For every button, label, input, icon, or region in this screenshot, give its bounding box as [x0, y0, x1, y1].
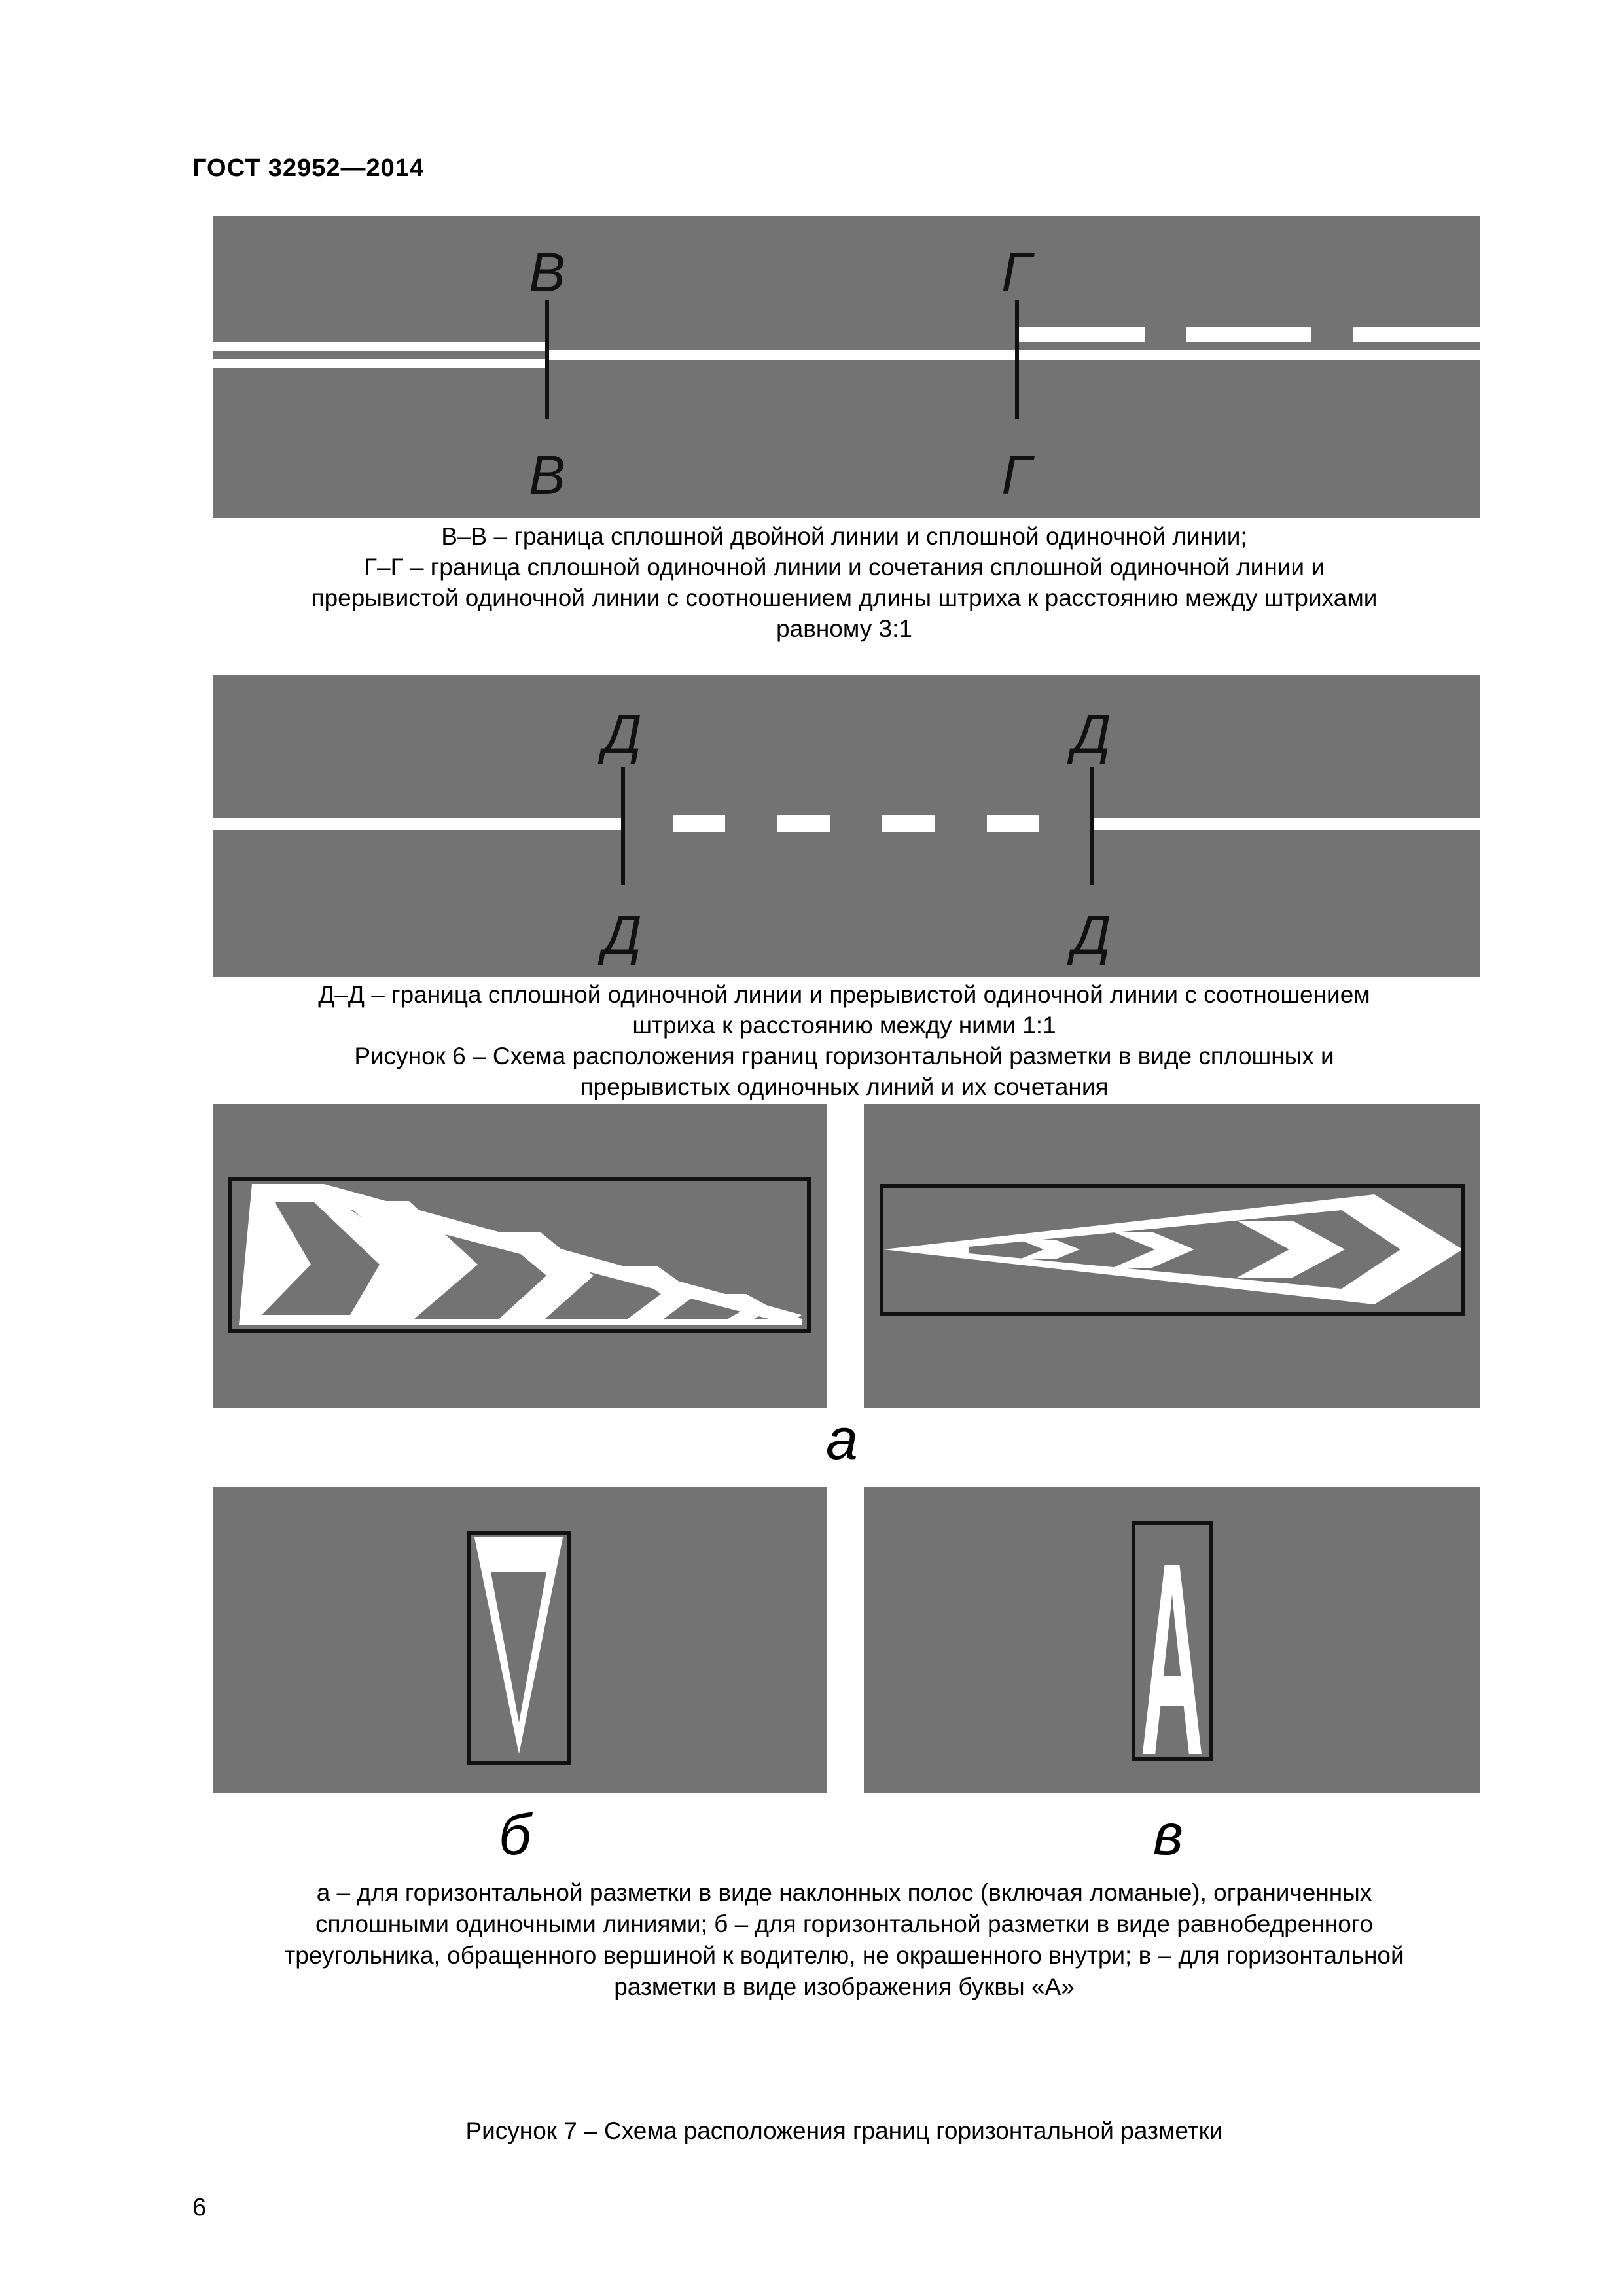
dash-4 — [987, 815, 1039, 832]
caption-line: штриха к расстоянию между ними 1:1 — [632, 1012, 1056, 1039]
label-g-top: Г — [1001, 242, 1031, 303]
caption-line: Д–Д – граница сплошной одиночной линии и прерывистой одиночной линии с соотношением — [318, 981, 1370, 1008]
dash-3 — [882, 815, 935, 832]
solid-line-right — [1093, 818, 1480, 830]
double-line-upper — [213, 342, 546, 351]
label-v-top: В — [528, 242, 566, 303]
caption-line: разметки в виде изображения буквы «А» — [614, 1973, 1075, 2000]
caption-line: равному 3:1 — [776, 615, 912, 642]
caption-line: а – для горизонтальной разметки в виде наклонных полос (включая ломаные), ограниченных — [316, 1879, 1372, 1906]
caption-line: сплошными одиночными линиями; б – для горизонтальной разметки в виде равнобедренного — [315, 1910, 1374, 1937]
caption-line: треугольника, обращенного вершиной к водителю, не окрашенного внутри; в – для горизонтальной — [284, 1942, 1404, 1969]
road-panel-v-g — [213, 216, 1480, 518]
label-v: в — [1153, 1802, 1183, 1867]
caption-line: прерывистой одиночной линии с соотношением длины штриха к расстоянию между штрихами — [311, 584, 1378, 611]
label-a: а — [826, 1407, 858, 1471]
letter-a-marking: А — [1140, 1506, 1204, 1793]
label-v-bottom: В — [528, 444, 566, 506]
boundary-g-g — [1015, 300, 1019, 419]
panel-a-right — [864, 1104, 1480, 1408]
dash-long-1 — [1019, 327, 1145, 342]
label-b: б — [499, 1802, 531, 1867]
boundary-d2 — [1090, 767, 1094, 885]
label-d1-bottom: Д — [603, 904, 642, 965]
label-d2-top: Д — [1072, 703, 1111, 764]
caption-line: В–В – граница сплошной двойной линии и сплошной одиночной линии; — [441, 523, 1247, 550]
dash-1 — [673, 815, 725, 832]
figure-title: прерывистых одиночных линий и их сочетания — [580, 1073, 1109, 1100]
caption-v-g — [213, 521, 1476, 644]
caption-line: Г–Г – граница сплошной одиночной линии и сочетания сплошной одиночной линии и — [363, 554, 1325, 581]
figure7-title: Рисунок 7 – Схема расположения границ горизонтальной разметки — [465, 2117, 1223, 2144]
label-g-bottom: Г — [1001, 444, 1031, 506]
label-d2-bottom: Д — [1072, 904, 1111, 965]
caption-figure7 — [213, 1877, 1476, 2003]
panel-v-letter-a — [864, 1487, 1480, 1793]
document-header: ГОСТ 32952—2014 — [192, 154, 425, 182]
road-panel-d-d — [213, 675, 1480, 977]
solid-line-left — [213, 818, 624, 830]
dash-2 — [1353, 327, 1480, 342]
panel-b-triangle — [213, 1487, 827, 1793]
dash-1 — [1186, 327, 1311, 342]
page-number: 6 — [192, 2194, 207, 2221]
boundary-d1 — [621, 767, 625, 885]
dash-2 — [777, 815, 830, 832]
boundary-v-v — [545, 300, 549, 419]
double-line-lower — [213, 359, 546, 368]
panel-a-left — [213, 1104, 827, 1408]
figure-title: Рисунок 6 – Схема расположения границ горизонтальной разметки в виде сплошных и — [354, 1043, 1334, 1069]
single-solid-line — [546, 350, 1480, 360]
label-d1-top: Д — [603, 703, 642, 764]
caption-d-d — [213, 979, 1476, 1102]
